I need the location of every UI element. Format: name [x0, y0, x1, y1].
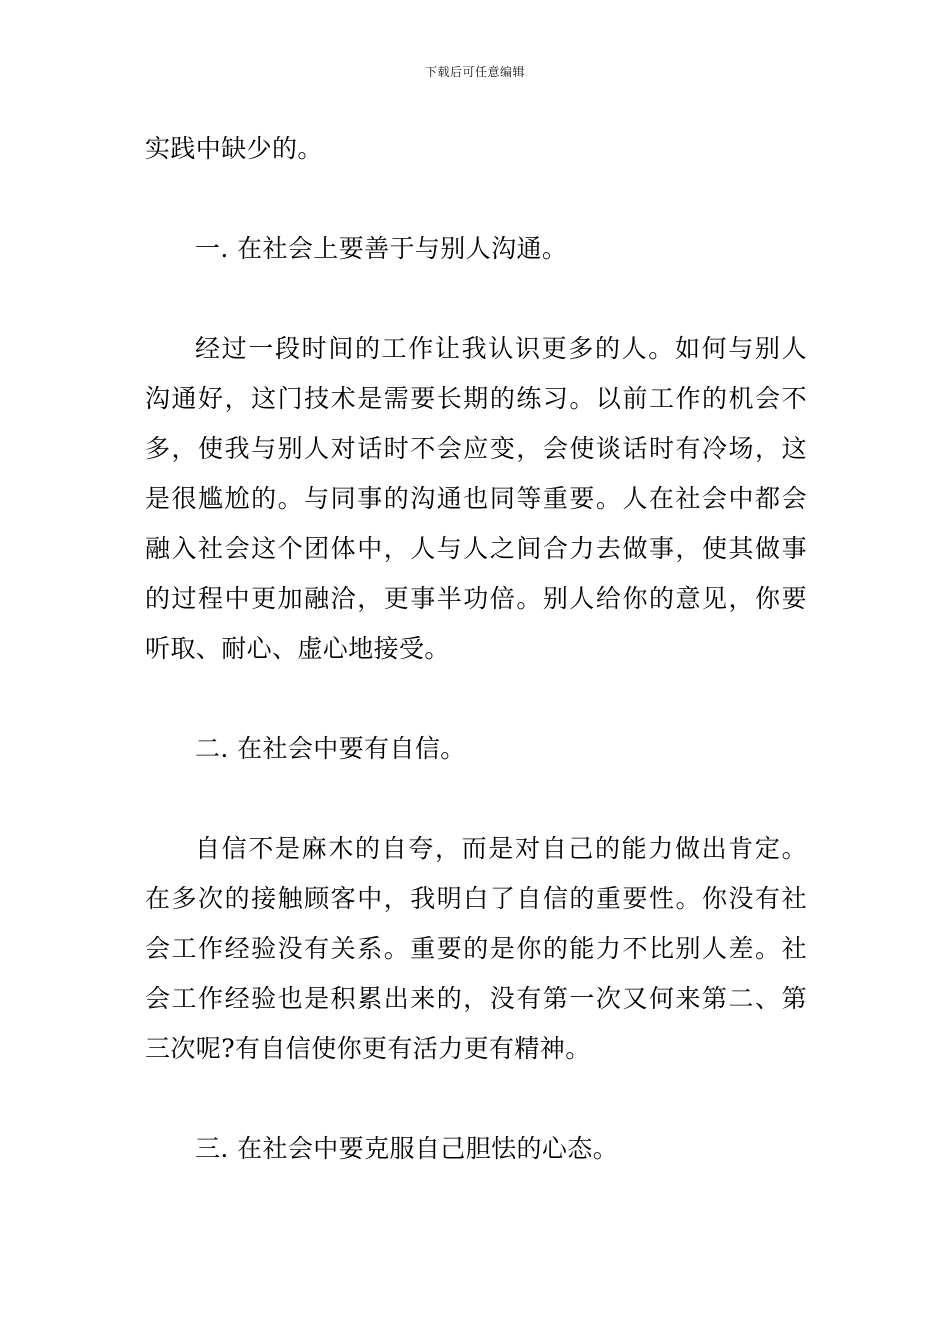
paragraph-gap — [145, 174, 807, 224]
paragraph-gap — [145, 274, 807, 324]
text-line: 会工作经验也是积累出来的，没有第一次又何来第二、第 — [145, 984, 807, 1013]
paragraph-gap — [145, 1074, 807, 1124]
text-line: 三次呢?有自信使你更有活力更有精神。 — [145, 1034, 591, 1063]
page-header-note: 下载后可任意编辑 — [424, 65, 525, 79]
text-line: 的过程中更加融洽，更事半功倍。别人给你的意见，你要 — [145, 584, 807, 613]
section-1-heading — [145, 224, 807, 274]
section-3-heading — [145, 1124, 807, 1174]
text-line: 经过一段时间的工作让我认识更多的人。如何与别人 — [195, 334, 807, 363]
text-line: 是很尴尬的。与同事的沟通也同等重要。人在社会中都会 — [145, 484, 807, 513]
text-line: 在多次的接触顾客中，我明白了自信的重要性。你没有社 — [145, 884, 807, 913]
text-line: 沟通好，这门技术是需要长期的练习。以前工作的机会不 — [145, 384, 807, 413]
section-heading-text: 三. 在社会中要克服自己胆怯的心态。 — [195, 1134, 619, 1163]
section-1-paragraph — [145, 324, 807, 674]
text-line: 听取、耐心、虚心地接受。 — [145, 634, 450, 663]
text-line: 实践中缺少的。 — [145, 134, 323, 163]
section-2-heading — [145, 724, 807, 774]
text-line: 多，使我与别人对话时不会应变，会使谈话时有冷场，这 — [145, 434, 807, 463]
text-line: 自信不是麻木的自夸，而是对自己的能力做出肯定。 — [195, 834, 807, 863]
intro-tail-line — [145, 124, 807, 174]
document-body — [145, 124, 807, 1174]
section-heading-text: 一. 在社会上要善于与别人沟通。 — [195, 234, 568, 263]
section-2-paragraph — [145, 824, 807, 1074]
text-line: 融入社会这个团体中，人与人之间合力去做事，使其做事 — [145, 534, 807, 563]
text-line: 会工作经验没有关系。重要的是你的能力不比别人差。社 — [145, 934, 807, 963]
paragraph-gap — [145, 674, 807, 724]
paragraph-gap — [145, 774, 807, 824]
section-heading-text: 二. 在社会中要有自信。 — [195, 734, 466, 763]
